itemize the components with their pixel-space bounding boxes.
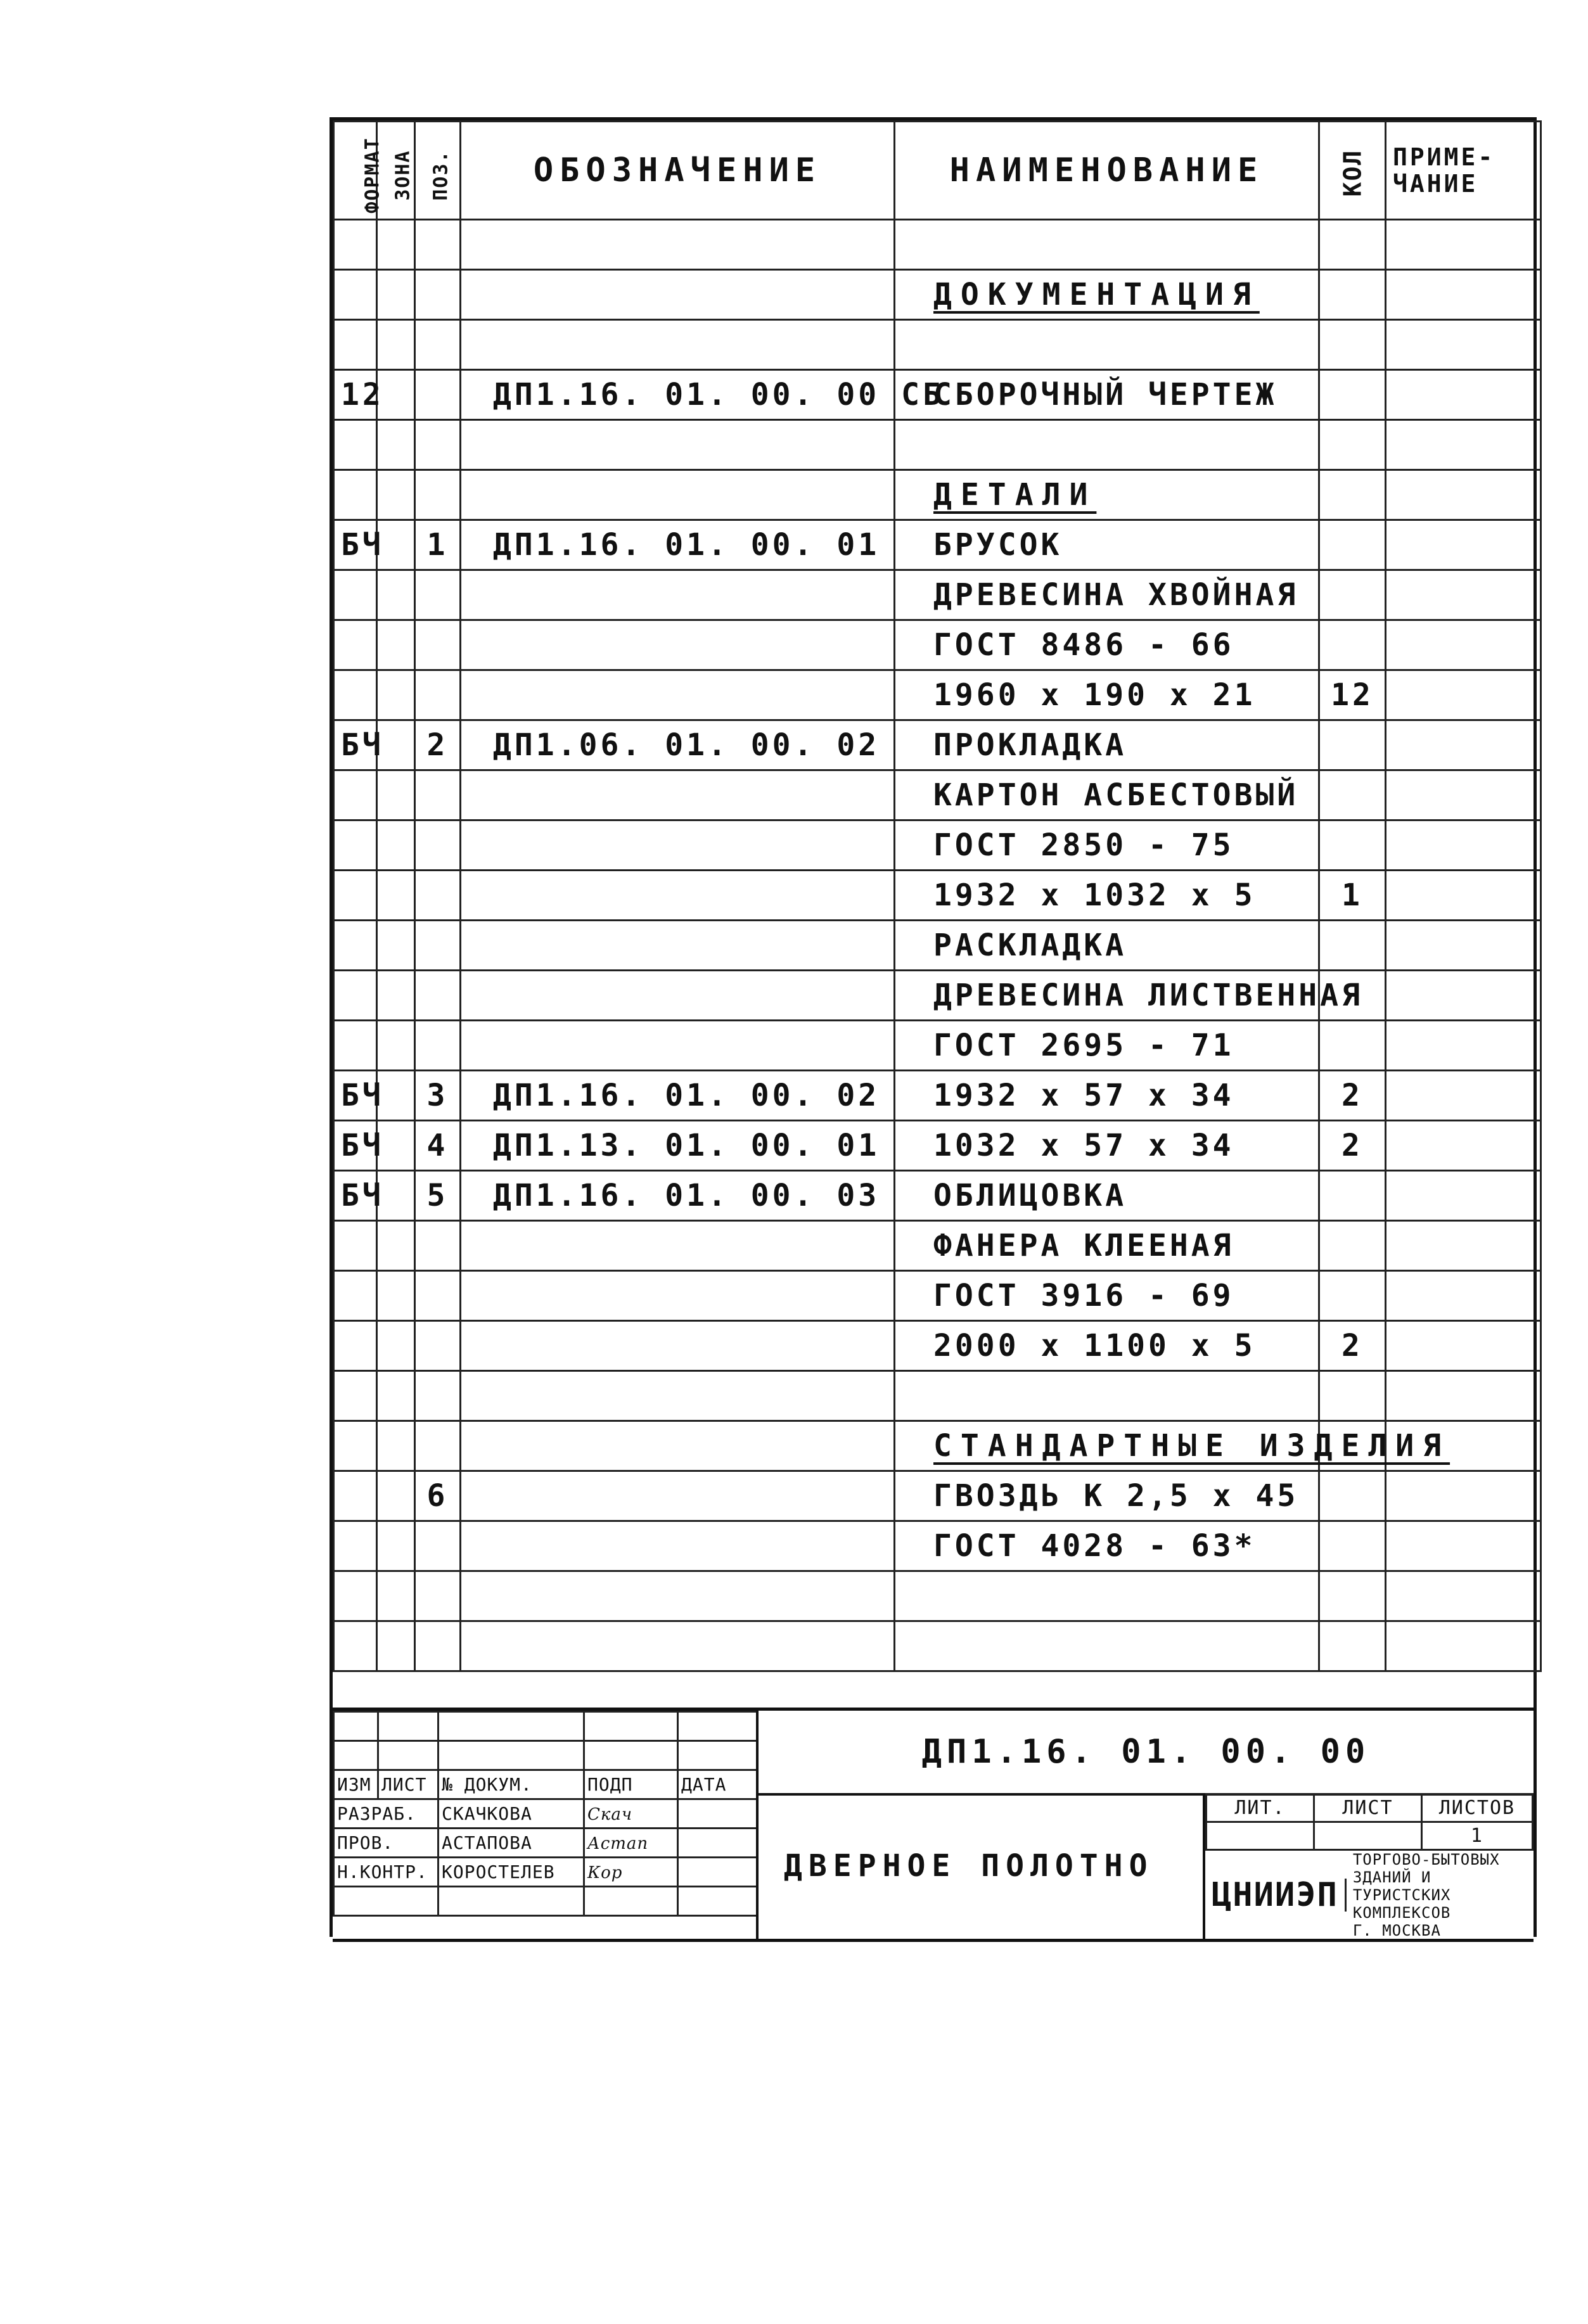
cell-format: БЧ xyxy=(334,1121,377,1171)
cell-pos xyxy=(415,670,461,720)
tb-sign-label: ПОДП xyxy=(584,1770,678,1799)
tb-staff-row xyxy=(334,1858,757,1887)
header-note: ПРИМЕ- ЧАНИЕ xyxy=(1386,122,1541,220)
cell-zone xyxy=(377,1421,415,1471)
table-row xyxy=(334,220,1541,270)
tb-blank-row xyxy=(334,1712,757,1741)
cell-designation xyxy=(461,420,895,470)
cell-zone xyxy=(377,1221,415,1271)
cell-name: ДРЕВЕСИНА ЛИСТВЕННАЯ xyxy=(895,971,1319,1021)
tb-person: АСТАПОВА xyxy=(439,1829,584,1858)
cell-format xyxy=(334,570,377,620)
cell-zone xyxy=(377,820,415,871)
cell-note xyxy=(1386,971,1541,1021)
cell-pos xyxy=(415,921,461,971)
cell-designation xyxy=(461,1621,895,1671)
cell-pos xyxy=(415,620,461,670)
cell-note xyxy=(1386,1271,1541,1321)
cell-qty xyxy=(1319,220,1386,270)
cell-name: ОБЛИЦОВКА xyxy=(895,1171,1319,1221)
cell-note xyxy=(1386,520,1541,570)
cell-name: ДРЕВЕСИНА ХВОЙНАЯ xyxy=(895,570,1319,620)
document-title: ДВЕРНОЕ ПОЛОТНО xyxy=(759,1793,1205,1939)
cell-format xyxy=(334,320,377,370)
cell-note xyxy=(1386,420,1541,470)
header-pos: ПОЗ. xyxy=(415,122,461,220)
cell-pos xyxy=(415,370,461,420)
cell-qty: 1 xyxy=(1319,871,1386,921)
cell-name: 1932 x 1032 x 5 xyxy=(895,871,1319,921)
cell-zone xyxy=(377,570,415,620)
cell-note xyxy=(1386,1571,1541,1621)
cell-name: ГОСТ 8486 - 66 xyxy=(895,620,1319,670)
table-row xyxy=(334,470,1541,520)
tb-staff-row xyxy=(334,1799,757,1829)
tb-role: Н.КОНТР. xyxy=(334,1858,439,1887)
cell-pos xyxy=(415,1571,461,1621)
cell-designation xyxy=(461,320,895,370)
cell-format xyxy=(334,620,377,670)
cell-name: 1960 x 190 x 21 xyxy=(895,670,1319,720)
cell-zone xyxy=(377,1521,415,1571)
cell-zone xyxy=(377,1621,415,1671)
organization-block xyxy=(1205,1851,1534,1939)
table-row xyxy=(334,1021,1541,1071)
cell-zone xyxy=(377,1271,415,1321)
header-format: ФОРМАТ xyxy=(334,122,377,220)
cell-note xyxy=(1386,1071,1541,1121)
cell-qty xyxy=(1319,820,1386,871)
cell-name xyxy=(895,1421,1450,1471)
cell-qty xyxy=(1319,1471,1386,1521)
specification-table xyxy=(333,120,1534,1672)
cell-note xyxy=(1386,871,1541,921)
cell-zone xyxy=(377,1471,415,1521)
table-row xyxy=(334,670,1541,720)
tb-role: ПРОВ. xyxy=(334,1829,439,1858)
cell-name: ГВОЗДЬ К 2,5 x 45 xyxy=(895,1471,1319,1521)
cell-qty xyxy=(1319,1221,1386,1271)
cell-note xyxy=(1386,470,1541,520)
cell-designation xyxy=(461,470,895,520)
table-row xyxy=(334,1171,1541,1221)
tb-role: РАЗРАБ. xyxy=(334,1799,439,1829)
table-row xyxy=(334,1121,1541,1171)
sheet-value xyxy=(1314,1822,1421,1850)
cell-pos: 2 xyxy=(415,720,461,770)
cell-designation: ДП1.16. 01. 00. 03 xyxy=(461,1171,895,1221)
cell-pos xyxy=(415,1421,461,1471)
cell-designation xyxy=(461,1471,895,1521)
cell-designation: ДП1.16. 01. 00. 00 СБ xyxy=(461,370,895,420)
table-row xyxy=(334,420,1541,470)
cell-qty xyxy=(1319,1521,1386,1571)
cell-name xyxy=(895,320,1319,370)
cell-zone xyxy=(377,620,415,670)
organization-name: ТОРГОВО-БЫТОВЫХ ЗДАНИЙ И ТУРИСТСКИХ КОМПЛЕКСОВ Г. МОСКВА xyxy=(1352,1851,1500,1939)
cell-pos: 5 xyxy=(415,1171,461,1221)
cell-note xyxy=(1386,670,1541,720)
cell-qty xyxy=(1319,1571,1386,1621)
cell-pos xyxy=(415,1021,461,1071)
section-heading: ДОКУМЕНТАЦИЯ xyxy=(933,277,1260,312)
cell-name: КАРТОН АСБЕСТОВЫЙ xyxy=(895,770,1319,820)
header-name: НАИМЕНОВАНИЕ xyxy=(895,122,1319,220)
cell-note xyxy=(1386,1521,1541,1571)
table-row xyxy=(334,1621,1541,1671)
cell-format xyxy=(334,1421,377,1471)
cell-designation xyxy=(461,1421,895,1471)
cell-format xyxy=(334,670,377,720)
cell-designation xyxy=(461,770,895,820)
cell-qty xyxy=(1319,1271,1386,1321)
cell-name: БРУСОК xyxy=(895,520,1319,570)
cell-zone xyxy=(377,470,415,520)
cell-designation: ДП1.13. 01. 00. 01 xyxy=(461,1121,895,1171)
cell-name: 2000 x 1100 x 5 xyxy=(895,1321,1319,1371)
cell-name: 1932 x 57 x 34 xyxy=(895,1071,1319,1121)
cell-qty xyxy=(1319,921,1386,971)
table-row xyxy=(334,770,1541,820)
cell-zone xyxy=(377,1371,415,1421)
cell-zone xyxy=(377,1571,415,1621)
cell-zone xyxy=(377,670,415,720)
cell-note xyxy=(1386,620,1541,670)
cell-format xyxy=(334,1221,377,1271)
cell-format xyxy=(334,420,377,470)
cell-note xyxy=(1386,570,1541,620)
cell-note xyxy=(1386,720,1541,770)
cell-name: ПРОКЛАДКА xyxy=(895,720,1319,770)
tb-blank-row xyxy=(334,1741,757,1770)
cell-name xyxy=(895,420,1319,470)
cell-qty xyxy=(1319,620,1386,670)
cell-format xyxy=(334,1271,377,1321)
cell-format xyxy=(334,1571,377,1621)
tb-signature: Кор xyxy=(584,1858,678,1887)
table-row xyxy=(334,520,1541,570)
title-block xyxy=(333,1708,1534,1942)
cell-qty: 2 xyxy=(1319,1321,1386,1371)
cell-format xyxy=(334,971,377,1021)
cell-pos xyxy=(415,470,461,520)
table-row xyxy=(334,820,1541,871)
cell-name xyxy=(895,1571,1319,1621)
table-row xyxy=(334,270,1541,320)
header-designation: ОБОЗНАЧЕНИЕ xyxy=(461,122,895,220)
cell-zone xyxy=(377,921,415,971)
table-row xyxy=(334,1271,1541,1321)
cell-pos xyxy=(415,1621,461,1671)
table-row xyxy=(334,370,1541,420)
cell-format xyxy=(334,820,377,871)
cell-name: ФАНЕРА КЛЕЕНАЯ xyxy=(895,1221,1319,1271)
cell-designation xyxy=(461,1521,895,1571)
cell-pos xyxy=(415,570,461,620)
cell-designation xyxy=(461,620,895,670)
lit-label: ЛИТ. xyxy=(1207,1794,1314,1822)
specification-body xyxy=(334,220,1541,1671)
cell-designation xyxy=(461,220,895,270)
header-qty: КОЛ xyxy=(1319,122,1386,220)
cell-note xyxy=(1386,370,1541,420)
cell-pos xyxy=(415,1271,461,1321)
cell-zone xyxy=(377,971,415,1021)
cell-name xyxy=(895,1621,1319,1671)
table-row xyxy=(334,1071,1541,1121)
table-row xyxy=(334,1371,1541,1421)
document-code: ДП1.16. 01. 00. 00 xyxy=(759,1711,1534,1796)
table-row xyxy=(334,1521,1541,1571)
cell-zone xyxy=(377,420,415,470)
drawing-sheet xyxy=(330,117,1537,1937)
cell-note xyxy=(1386,1121,1541,1171)
title-block-signatures xyxy=(333,1711,756,1939)
cell-qty: 2 xyxy=(1319,1121,1386,1171)
tb-signature: Астап xyxy=(584,1829,678,1858)
cell-pos xyxy=(415,220,461,270)
cell-format xyxy=(334,871,377,921)
cell-pos xyxy=(415,1371,461,1421)
cell-note xyxy=(1386,320,1541,370)
cell-name: СБОРОЧНЫЙ ЧЕРТЕЖ xyxy=(895,370,1319,420)
cell-qty xyxy=(1319,320,1386,370)
cell-zone xyxy=(377,270,415,320)
cell-designation xyxy=(461,971,895,1021)
cell-format xyxy=(334,470,377,520)
cell-note xyxy=(1386,1471,1541,1521)
table-row xyxy=(334,1571,1541,1621)
cell-designation: ДП1.06. 01. 00. 02 xyxy=(461,720,895,770)
cell-zone xyxy=(377,770,415,820)
cell-format xyxy=(334,1471,377,1521)
cell-qty xyxy=(1319,770,1386,820)
table-row xyxy=(334,921,1541,971)
cell-qty xyxy=(1319,470,1386,520)
cell-name: РАСКЛАДКА xyxy=(895,921,1319,971)
cell-qty xyxy=(1319,1371,1386,1421)
cell-designation xyxy=(461,1321,895,1371)
table-row xyxy=(334,871,1541,921)
cell-note xyxy=(1386,270,1541,320)
cell-format xyxy=(334,770,377,820)
cell-note xyxy=(1386,220,1541,270)
cell-name: ГОСТ 3916 - 69 xyxy=(895,1271,1319,1321)
cell-qty: 2 xyxy=(1319,1071,1386,1121)
section-heading: ДЕТАЛИ xyxy=(933,477,1097,513)
cell-pos: 3 xyxy=(415,1071,461,1121)
table-row xyxy=(334,1321,1541,1371)
tb-person: КОРОСТЕЛЕВ xyxy=(439,1858,584,1887)
cell-note xyxy=(1386,770,1541,820)
cell-name: ГОСТ 2695 - 71 xyxy=(895,1021,1319,1071)
cell-pos xyxy=(415,1521,461,1571)
cell-zone xyxy=(377,320,415,370)
cell-format xyxy=(334,921,377,971)
cell-qty xyxy=(1319,420,1386,470)
cell-zone xyxy=(377,1021,415,1071)
cell-note xyxy=(1386,1021,1541,1071)
title-block-main xyxy=(756,1711,1534,1939)
cell-designation xyxy=(461,1371,895,1421)
cell-name: 1032 x 57 x 34 xyxy=(895,1121,1319,1171)
cell-pos xyxy=(415,270,461,320)
cell-designation xyxy=(461,820,895,871)
tb-signature: Скач xyxy=(584,1799,678,1829)
cell-note xyxy=(1386,921,1541,971)
lit-value xyxy=(1207,1822,1314,1850)
cell-zone xyxy=(377,220,415,270)
table-row xyxy=(334,971,1541,1021)
cell-designation xyxy=(461,1021,895,1071)
cell-qty xyxy=(1319,270,1386,320)
sheet-label: ЛИСТ xyxy=(1314,1794,1421,1822)
table-row xyxy=(334,320,1541,370)
cell-qty: 12 xyxy=(1319,670,1386,720)
tb-blank-row xyxy=(334,1887,757,1916)
table-row xyxy=(334,1221,1541,1271)
cell-designation xyxy=(461,670,895,720)
cell-name xyxy=(895,270,1319,320)
sheets-value: 1 xyxy=(1421,1822,1532,1850)
cell-zone xyxy=(377,871,415,921)
cell-pos: 4 xyxy=(415,1121,461,1171)
header-zone: ЗОНА xyxy=(377,122,415,220)
table-header-row xyxy=(334,122,1541,220)
cell-format xyxy=(334,1521,377,1571)
tb-staff-row xyxy=(334,1829,757,1858)
tb-docno-label: № ДОКУМ. xyxy=(439,1770,584,1799)
tb-date-label: ДАТА xyxy=(678,1770,757,1799)
cell-qty xyxy=(1319,1021,1386,1071)
cell-pos xyxy=(415,320,461,370)
cell-pos: 6 xyxy=(415,1471,461,1521)
cell-note xyxy=(1386,1371,1541,1421)
cell-note xyxy=(1386,1621,1541,1671)
table-row xyxy=(334,1471,1541,1521)
tb-list-label: ЛИСТ xyxy=(378,1770,439,1799)
sheets-label: ЛИСТОВ xyxy=(1421,1794,1532,1822)
cell-format: БЧ xyxy=(334,520,377,570)
section-heading: СТАНДАРТНЫЕ ИЗДЕЛИЯ xyxy=(933,1428,1450,1464)
cell-note xyxy=(1386,1171,1541,1221)
cell-format xyxy=(334,1321,377,1371)
cell-designation: ДП1.16. 01. 00. 01 xyxy=(461,520,895,570)
table-row xyxy=(334,720,1541,770)
table-row xyxy=(334,620,1541,670)
cell-note xyxy=(1386,820,1541,871)
cell-note xyxy=(1386,1321,1541,1371)
cell-pos xyxy=(415,971,461,1021)
cell-format xyxy=(334,1621,377,1671)
cell-format: 12 xyxy=(334,370,377,420)
table-row xyxy=(334,1421,1541,1471)
cell-format: БЧ xyxy=(334,1071,377,1121)
cell-format xyxy=(334,220,377,270)
cell-pos xyxy=(415,420,461,470)
cell-pos xyxy=(415,820,461,871)
cell-note xyxy=(1386,1221,1541,1271)
cell-qty xyxy=(1319,720,1386,770)
cell-pos xyxy=(415,1221,461,1271)
tb-header-row xyxy=(334,1770,757,1799)
cell-format xyxy=(334,1021,377,1071)
cell-designation xyxy=(461,1571,895,1621)
cell-qty xyxy=(1319,520,1386,570)
cell-designation xyxy=(461,871,895,921)
tb-person: СКАЧКОВА xyxy=(439,1799,584,1829)
cell-zone xyxy=(377,1321,415,1371)
table-row xyxy=(334,570,1541,620)
lit-sheet-table xyxy=(1205,1793,1534,1851)
cell-name: ГОСТ 2850 - 75 xyxy=(895,820,1319,871)
cell-name xyxy=(895,1371,1319,1421)
tb-izm-label: ИЗМ xyxy=(334,1770,378,1799)
cell-format xyxy=(334,270,377,320)
cell-pos xyxy=(415,770,461,820)
cell-pos xyxy=(415,1321,461,1371)
cell-format: БЧ xyxy=(334,1171,377,1221)
cell-qty xyxy=(1319,370,1386,420)
cell-designation xyxy=(461,921,895,971)
cell-name xyxy=(895,470,1319,520)
cell-name: ГОСТ 4028 - 63* xyxy=(895,1521,1319,1571)
cell-designation: ДП1.16. 01. 00. 02 xyxy=(461,1071,895,1121)
cell-qty xyxy=(1319,570,1386,620)
cell-qty xyxy=(1319,1171,1386,1221)
cell-pos: 1 xyxy=(415,520,461,570)
cell-format: БЧ xyxy=(334,720,377,770)
cell-designation xyxy=(461,1221,895,1271)
cell-format xyxy=(334,1371,377,1421)
cell-qty xyxy=(1319,1621,1386,1671)
cell-name xyxy=(895,220,1319,270)
organization-logo: ЦНИИЭП xyxy=(1205,1879,1347,1912)
cell-designation xyxy=(461,270,895,320)
cell-pos xyxy=(415,871,461,921)
cell-designation xyxy=(461,1271,895,1321)
cell-designation xyxy=(461,570,895,620)
